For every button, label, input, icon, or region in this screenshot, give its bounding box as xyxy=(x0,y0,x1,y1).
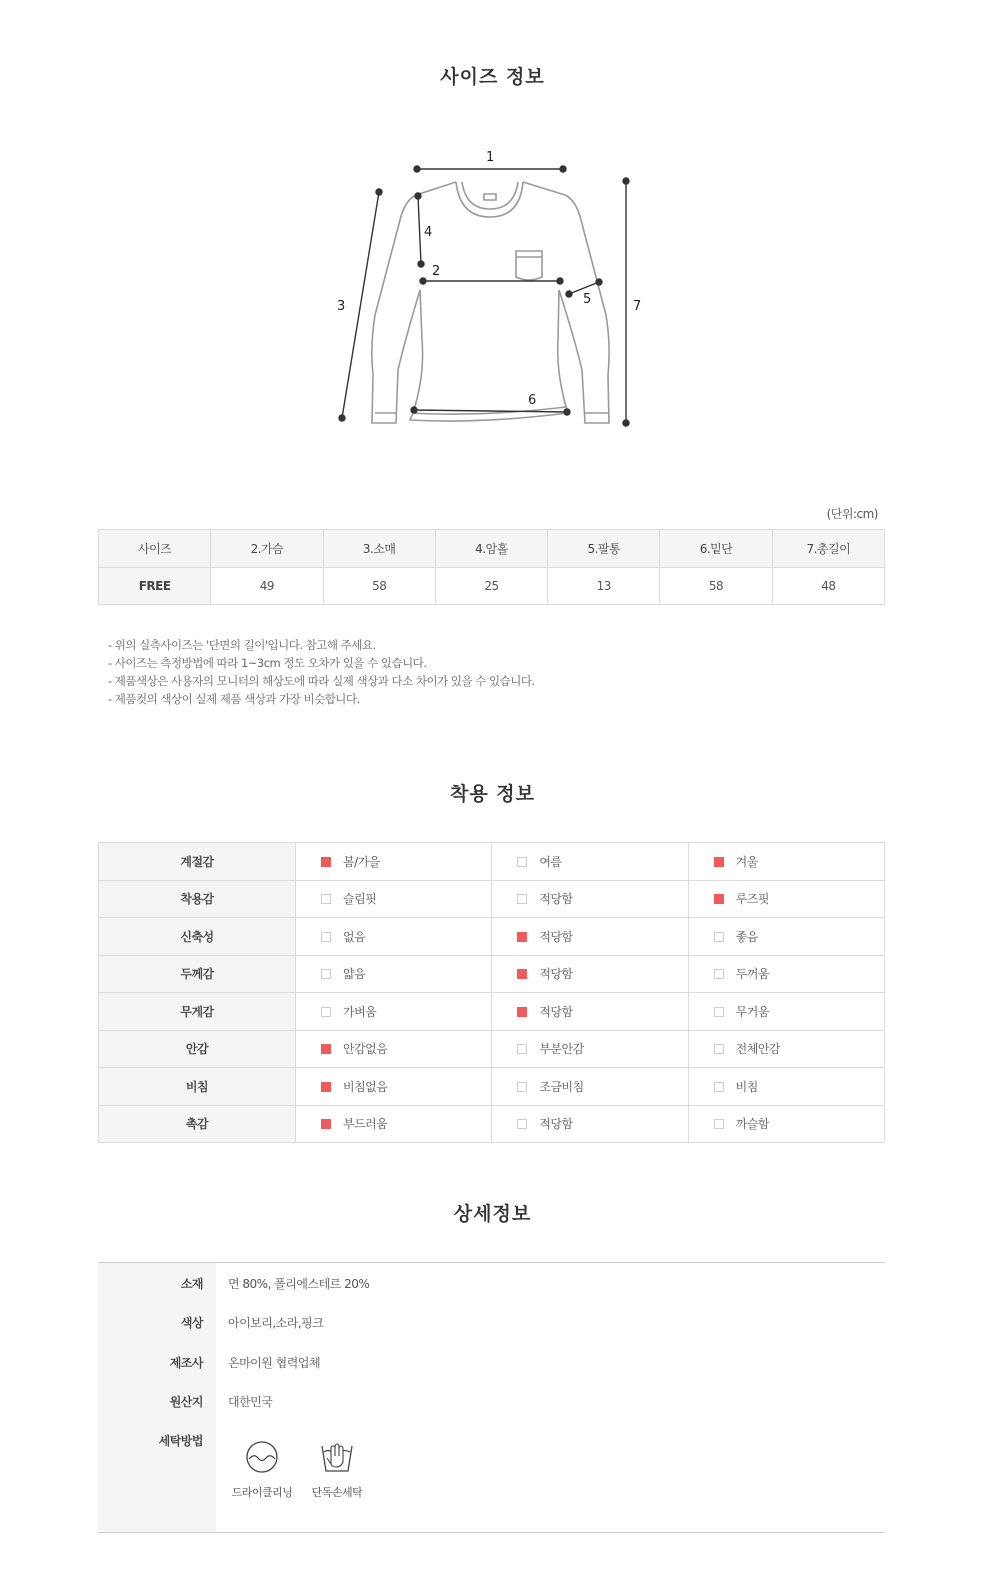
diagram-label-2: 2 xyxy=(432,264,441,279)
fit-option-label: 적당함 xyxy=(539,1004,573,1019)
size-value-cell: FREE xyxy=(99,567,211,605)
fit-option xyxy=(296,843,492,881)
diagram-label-3: 3 xyxy=(337,299,346,314)
fit-row-label: 착용감 xyxy=(99,880,296,918)
fit-row-label: 신축성 xyxy=(99,918,296,956)
shirt-measurement-diagram xyxy=(330,145,660,435)
fit-option-label: 없음 xyxy=(343,929,366,944)
fit-option-label: 슬림핏 xyxy=(343,892,377,907)
checked-box-icon xyxy=(517,969,527,979)
size-table-header xyxy=(99,530,885,568)
fit-option xyxy=(296,880,492,918)
diagram-label-4: 4 xyxy=(424,225,433,240)
unchecked-box-icon xyxy=(321,932,331,942)
fit-row xyxy=(99,843,885,881)
fit-option xyxy=(492,993,688,1031)
hand-wash-label: 단독손세탁 xyxy=(311,1486,363,1499)
size-section-title: 사이즈 정보 xyxy=(440,66,545,88)
fit-option-label: 루즈핏 xyxy=(735,892,769,907)
fit-option xyxy=(296,955,492,993)
color-value: 아이보리,소라,핑크 xyxy=(228,1316,324,1330)
fit-row-label: 무게감 xyxy=(99,993,296,1031)
fit-option-label: 적당함 xyxy=(539,892,573,907)
fit-option xyxy=(492,1105,688,1143)
size-value-cell: 48 xyxy=(772,567,884,605)
fit-section-title: 착용 정보 xyxy=(449,783,536,805)
fit-option xyxy=(688,843,884,881)
fit-row xyxy=(99,1105,885,1143)
size-note: - 제품컷의 색상이 실제 제품 색상과 가장 비슷합니다. xyxy=(108,692,360,706)
unchecked-box-icon xyxy=(517,1119,527,1129)
unchecked-box-icon xyxy=(517,1082,527,1092)
diagram-label-1: 1 xyxy=(486,150,495,165)
fit-row xyxy=(99,993,885,1031)
unchecked-box-icon xyxy=(714,1082,724,1092)
fit-option-label: 부분안감 xyxy=(539,1042,584,1057)
checked-box-icon xyxy=(321,1044,331,1054)
checked-box-icon xyxy=(517,932,527,942)
material-value: 면 80%, 폴리에스테르 20% xyxy=(228,1277,370,1291)
fit-option-label: 가벼움 xyxy=(343,1004,377,1019)
size-value-cell: 13 xyxy=(548,567,660,605)
origin-label: 원산지 xyxy=(169,1395,203,1409)
size-value-cell: 49 xyxy=(211,567,323,605)
detail-section-title: 상세정보 xyxy=(453,1203,532,1225)
fit-option xyxy=(492,918,688,956)
checked-box-icon xyxy=(321,857,331,867)
fit-option-label: 적당함 xyxy=(539,967,573,982)
fit-option-label: 비침 xyxy=(735,1079,758,1094)
fit-row xyxy=(99,918,885,956)
fit-option-label: 전체안감 xyxy=(735,1042,781,1057)
size-note: - 위의 실측사이즈는 '단면의 길이'입니다. 참고해 주세요. xyxy=(108,638,376,652)
fit-row xyxy=(99,955,885,993)
fit-option xyxy=(688,993,884,1031)
unchecked-box-icon xyxy=(714,1119,724,1129)
fit-option-label: 여름 xyxy=(539,854,562,869)
size-header-cell: 6.밑단 xyxy=(660,530,772,568)
unchecked-box-icon xyxy=(517,1044,527,1054)
unchecked-box-icon xyxy=(517,857,527,867)
unchecked-box-icon xyxy=(714,1007,724,1017)
unchecked-box-icon xyxy=(714,932,724,942)
fit-option xyxy=(296,1068,492,1106)
checked-box-icon xyxy=(517,1007,527,1017)
fit-option-label: 까슬함 xyxy=(735,1117,769,1132)
unchecked-box-icon xyxy=(321,1007,331,1017)
origin-value: 대한민국 xyxy=(228,1395,273,1409)
size-table-row xyxy=(99,567,885,605)
fit-row-label: 두께감 xyxy=(99,955,296,993)
fit-option-label: 겨울 xyxy=(735,854,758,869)
fit-option-label: 부드러움 xyxy=(343,1117,388,1132)
dry-clean-label: 드라이클리닝 xyxy=(231,1486,293,1499)
fit-option xyxy=(492,955,688,993)
fit-row-label: 안감 xyxy=(99,1030,296,1068)
fit-option-label: 적당함 xyxy=(539,1117,573,1132)
fit-option xyxy=(688,1068,884,1106)
unchecked-box-icon xyxy=(321,969,331,979)
fit-row-label: 계절감 xyxy=(99,843,296,881)
fit-option xyxy=(492,1030,688,1068)
unchecked-box-icon xyxy=(714,1044,724,1054)
checked-box-icon xyxy=(321,1082,331,1092)
size-header-cell: 4.암홀 xyxy=(435,530,547,568)
fit-option-label: 무거움 xyxy=(735,1004,769,1019)
size-notes xyxy=(108,636,535,708)
unchecked-box-icon xyxy=(321,894,331,904)
diagram-label-6: 6 xyxy=(528,393,537,408)
fit-option xyxy=(296,918,492,956)
fit-option-label: 적당함 xyxy=(539,929,573,944)
detail-table xyxy=(98,1262,885,1533)
maker-label: 제조사 xyxy=(169,1356,203,1370)
fit-row-label: 촉감 xyxy=(99,1105,296,1143)
fit-option xyxy=(492,843,688,881)
unchecked-box-icon xyxy=(517,894,527,904)
diagram-label-7: 7 xyxy=(633,299,642,314)
size-header-cell: 5.팔통 xyxy=(548,530,660,568)
fit-table xyxy=(98,842,885,1143)
fit-option xyxy=(296,1030,492,1068)
fit-option-label: 봄/가을 xyxy=(343,854,380,869)
checked-box-icon xyxy=(714,857,724,867)
wash-method-hand-wash xyxy=(302,1440,372,1500)
maker-value: 온마이원 협력업체 xyxy=(228,1356,321,1370)
hand-wash-icon xyxy=(319,1440,355,1474)
fit-option xyxy=(688,918,884,956)
fit-row xyxy=(99,1068,885,1106)
fit-option xyxy=(688,1030,884,1068)
checked-box-icon xyxy=(714,894,724,904)
fit-option xyxy=(296,1105,492,1143)
fit-row-label: 비침 xyxy=(99,1068,296,1106)
diagram-label-5: 5 xyxy=(583,292,592,307)
checked-box-icon xyxy=(321,1119,331,1129)
fit-option-label: 두꺼움 xyxy=(735,967,769,982)
size-header-cell: 3.소매 xyxy=(323,530,435,568)
size-value-cell: 58 xyxy=(323,567,435,605)
size-note: - 사이즈는 측정방법에 따라 1~3cm 정도 오차가 있을 수 있습니다. xyxy=(108,656,427,670)
size-header-cell: 사이즈 xyxy=(99,530,211,568)
washing-label: 세탁방법 xyxy=(158,1434,203,1448)
fit-option xyxy=(492,1068,688,1106)
size-value-cell: 58 xyxy=(660,567,772,605)
fit-option xyxy=(296,993,492,1031)
dry-clean-icon xyxy=(244,1440,280,1474)
size-table xyxy=(98,529,885,605)
fit-row xyxy=(99,880,885,918)
fit-option xyxy=(688,1105,884,1143)
unchecked-box-icon xyxy=(714,969,724,979)
size-header-cell: 7.총길이 xyxy=(772,530,884,568)
size-note: - 제품색상은 사용자의 모니터의 해상도에 따라 실제 색상과 다소 차이가 있을 수 있습니다. xyxy=(108,674,535,688)
fit-option-label: 안감없음 xyxy=(343,1042,388,1057)
fit-row xyxy=(99,1030,885,1068)
material-label: 소재 xyxy=(180,1277,203,1291)
fit-option xyxy=(688,955,884,993)
fit-option-label: 좋음 xyxy=(735,929,758,944)
fit-option-label: 조금비침 xyxy=(539,1079,584,1094)
wash-method-dry-clean xyxy=(227,1440,297,1500)
color-label: 색상 xyxy=(180,1316,203,1330)
fit-option-label: 비침없음 xyxy=(343,1079,388,1094)
unit-note: (단위:cm) xyxy=(826,507,878,521)
size-header-cell: 2.가슴 xyxy=(211,530,323,568)
fit-option-label: 얇음 xyxy=(343,967,366,982)
fit-option xyxy=(688,880,884,918)
fit-option xyxy=(492,880,688,918)
size-value-cell: 25 xyxy=(435,567,547,605)
